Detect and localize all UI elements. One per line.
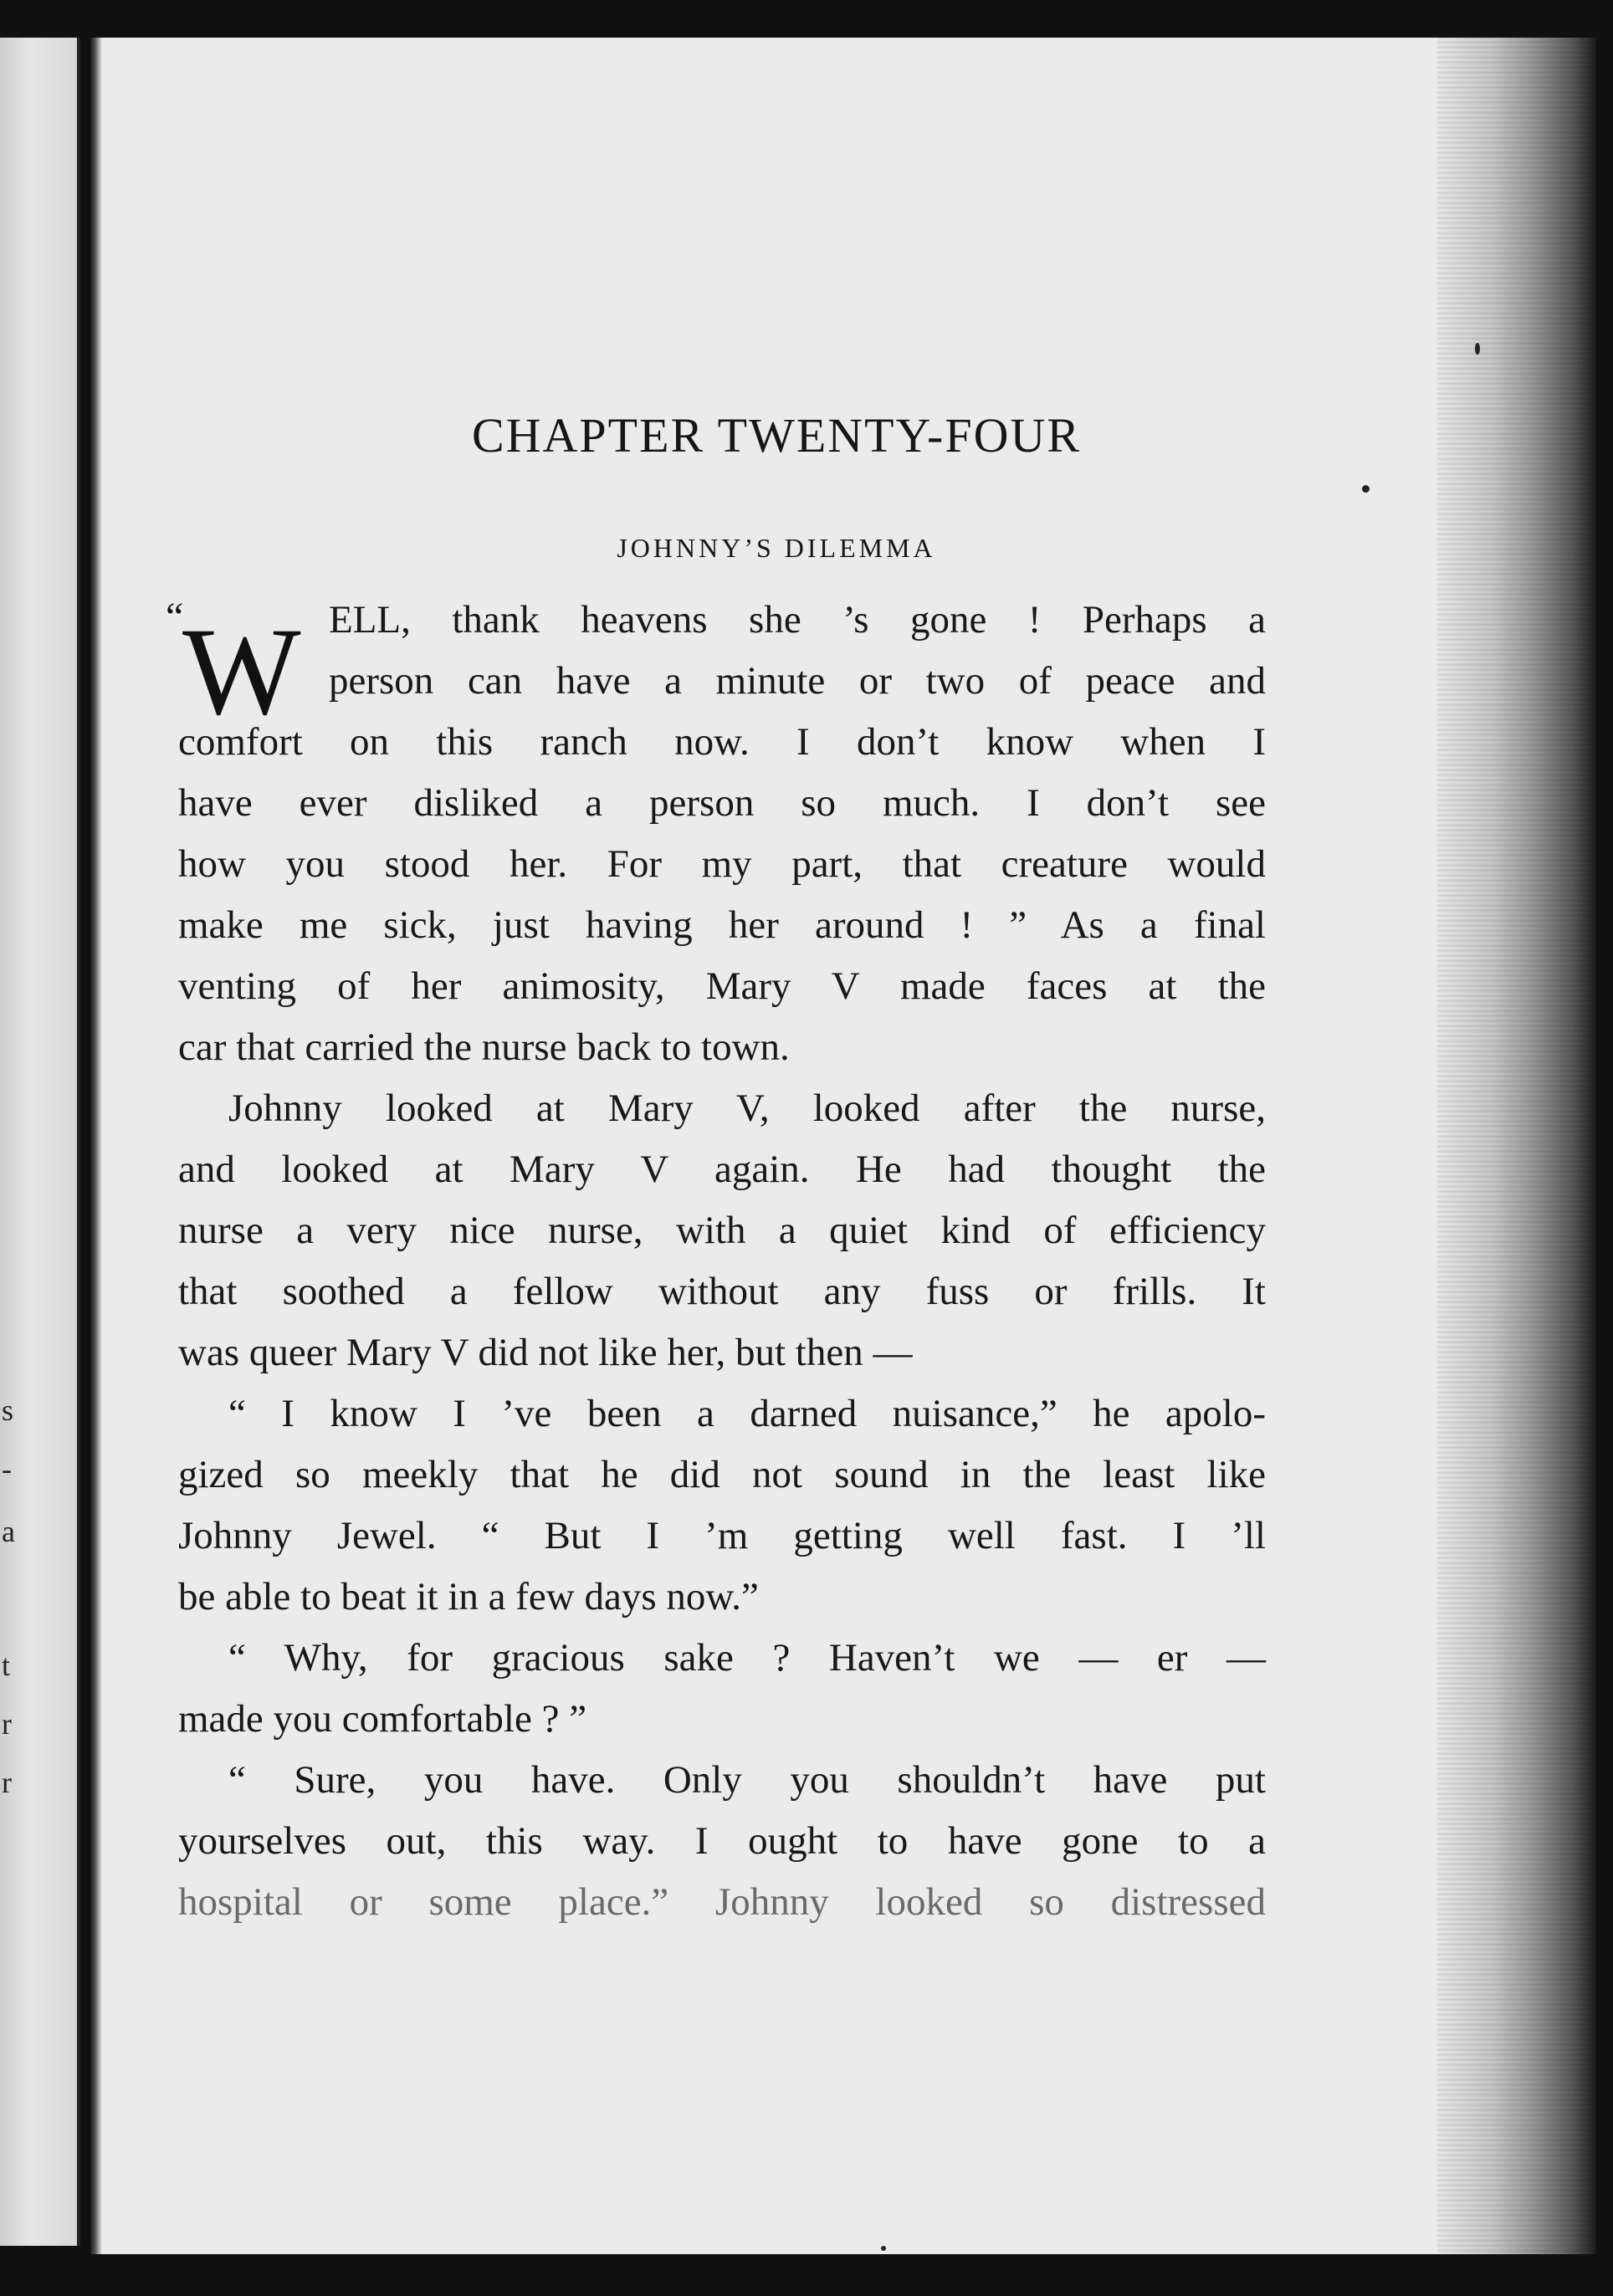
page-gutter bbox=[1437, 38, 1596, 2254]
text-line: gized so meekly that he did not sound in the least like bbox=[178, 1453, 1266, 1496]
text-line: ELL, thank heavens she ’s gone ! Perhaps a bbox=[329, 598, 1266, 642]
text-line: nurse a very nice nurse, with a quiet kind of efficiency bbox=[178, 1209, 1266, 1252]
text-line: made you comfortable ? ” bbox=[178, 1697, 587, 1741]
opening-quote: “ bbox=[166, 595, 184, 639]
page-binding-shadow bbox=[90, 38, 102, 2254]
previous-page-edge bbox=[0, 38, 80, 2246]
strip-glyph: t bbox=[2, 1649, 11, 1682]
body-text bbox=[178, 590, 1266, 1933]
text-line: “ Sure, you have. Only you shouldn’t have put bbox=[228, 1758, 1266, 1802]
speck bbox=[1475, 343, 1480, 355]
text-line: that soothed a fellow without any fuss or frills. It bbox=[178, 1270, 1266, 1313]
strip-glyph: - bbox=[2, 1452, 12, 1485]
drop-cap-letter: W bbox=[182, 602, 301, 741]
strip-glyph: s bbox=[2, 1393, 14, 1427]
strip-glyph: r bbox=[2, 1707, 12, 1741]
chapter-subtitle: JOHNNY’S DILEMMA bbox=[617, 533, 936, 563]
text-line: comfort on this ranch now. I don’t know when I bbox=[178, 720, 1266, 764]
text-line: “ Why, for gracious sake ? Haven’t we — er — bbox=[228, 1636, 1266, 1680]
text-line: hospital or some place.” Johnny looked so distressed bbox=[178, 1880, 1266, 1924]
text-line: yourselves out, this way. I ought to have gone to a bbox=[178, 1819, 1266, 1863]
text-line: have ever disliked a person so much. I don’t see bbox=[178, 781, 1266, 825]
text-line: Johnny looked at Mary V, looked after the nurse, bbox=[228, 1087, 1266, 1130]
text-line: make me sick, just having her around ! ” As a final bbox=[178, 903, 1266, 947]
chapter-title: CHAPTER TWENTY-FOUR bbox=[471, 408, 1082, 463]
strip-glyph: a bbox=[2, 1515, 15, 1548]
text-line: person can have a minute or two of peace and bbox=[329, 659, 1266, 703]
text-line: “ I know I ’ve been a darned nuisance,” he apolo- bbox=[228, 1392, 1266, 1435]
book-page bbox=[90, 38, 1596, 2254]
text-line: venting of her animosity, Mary V made faces at the bbox=[178, 964, 1266, 1008]
text-line: and looked at Mary V again. He had thought the bbox=[178, 1148, 1266, 1191]
text-line: was queer Mary V did not like her, but then — bbox=[178, 1331, 913, 1374]
text-line: be able to beat it in a few days now.” bbox=[178, 1575, 759, 1618]
text-line: car that carried the nurse back to town. bbox=[178, 1025, 790, 1069]
speck bbox=[1362, 485, 1370, 493]
text-line: Johnny Jewel. “ But I ’m getting well fast. I ’ll bbox=[178, 1514, 1266, 1557]
strip-glyph: r bbox=[2, 1766, 12, 1799]
speck bbox=[881, 2246, 886, 2251]
text-line: how you stood her. For my part, that creature would bbox=[178, 842, 1266, 886]
